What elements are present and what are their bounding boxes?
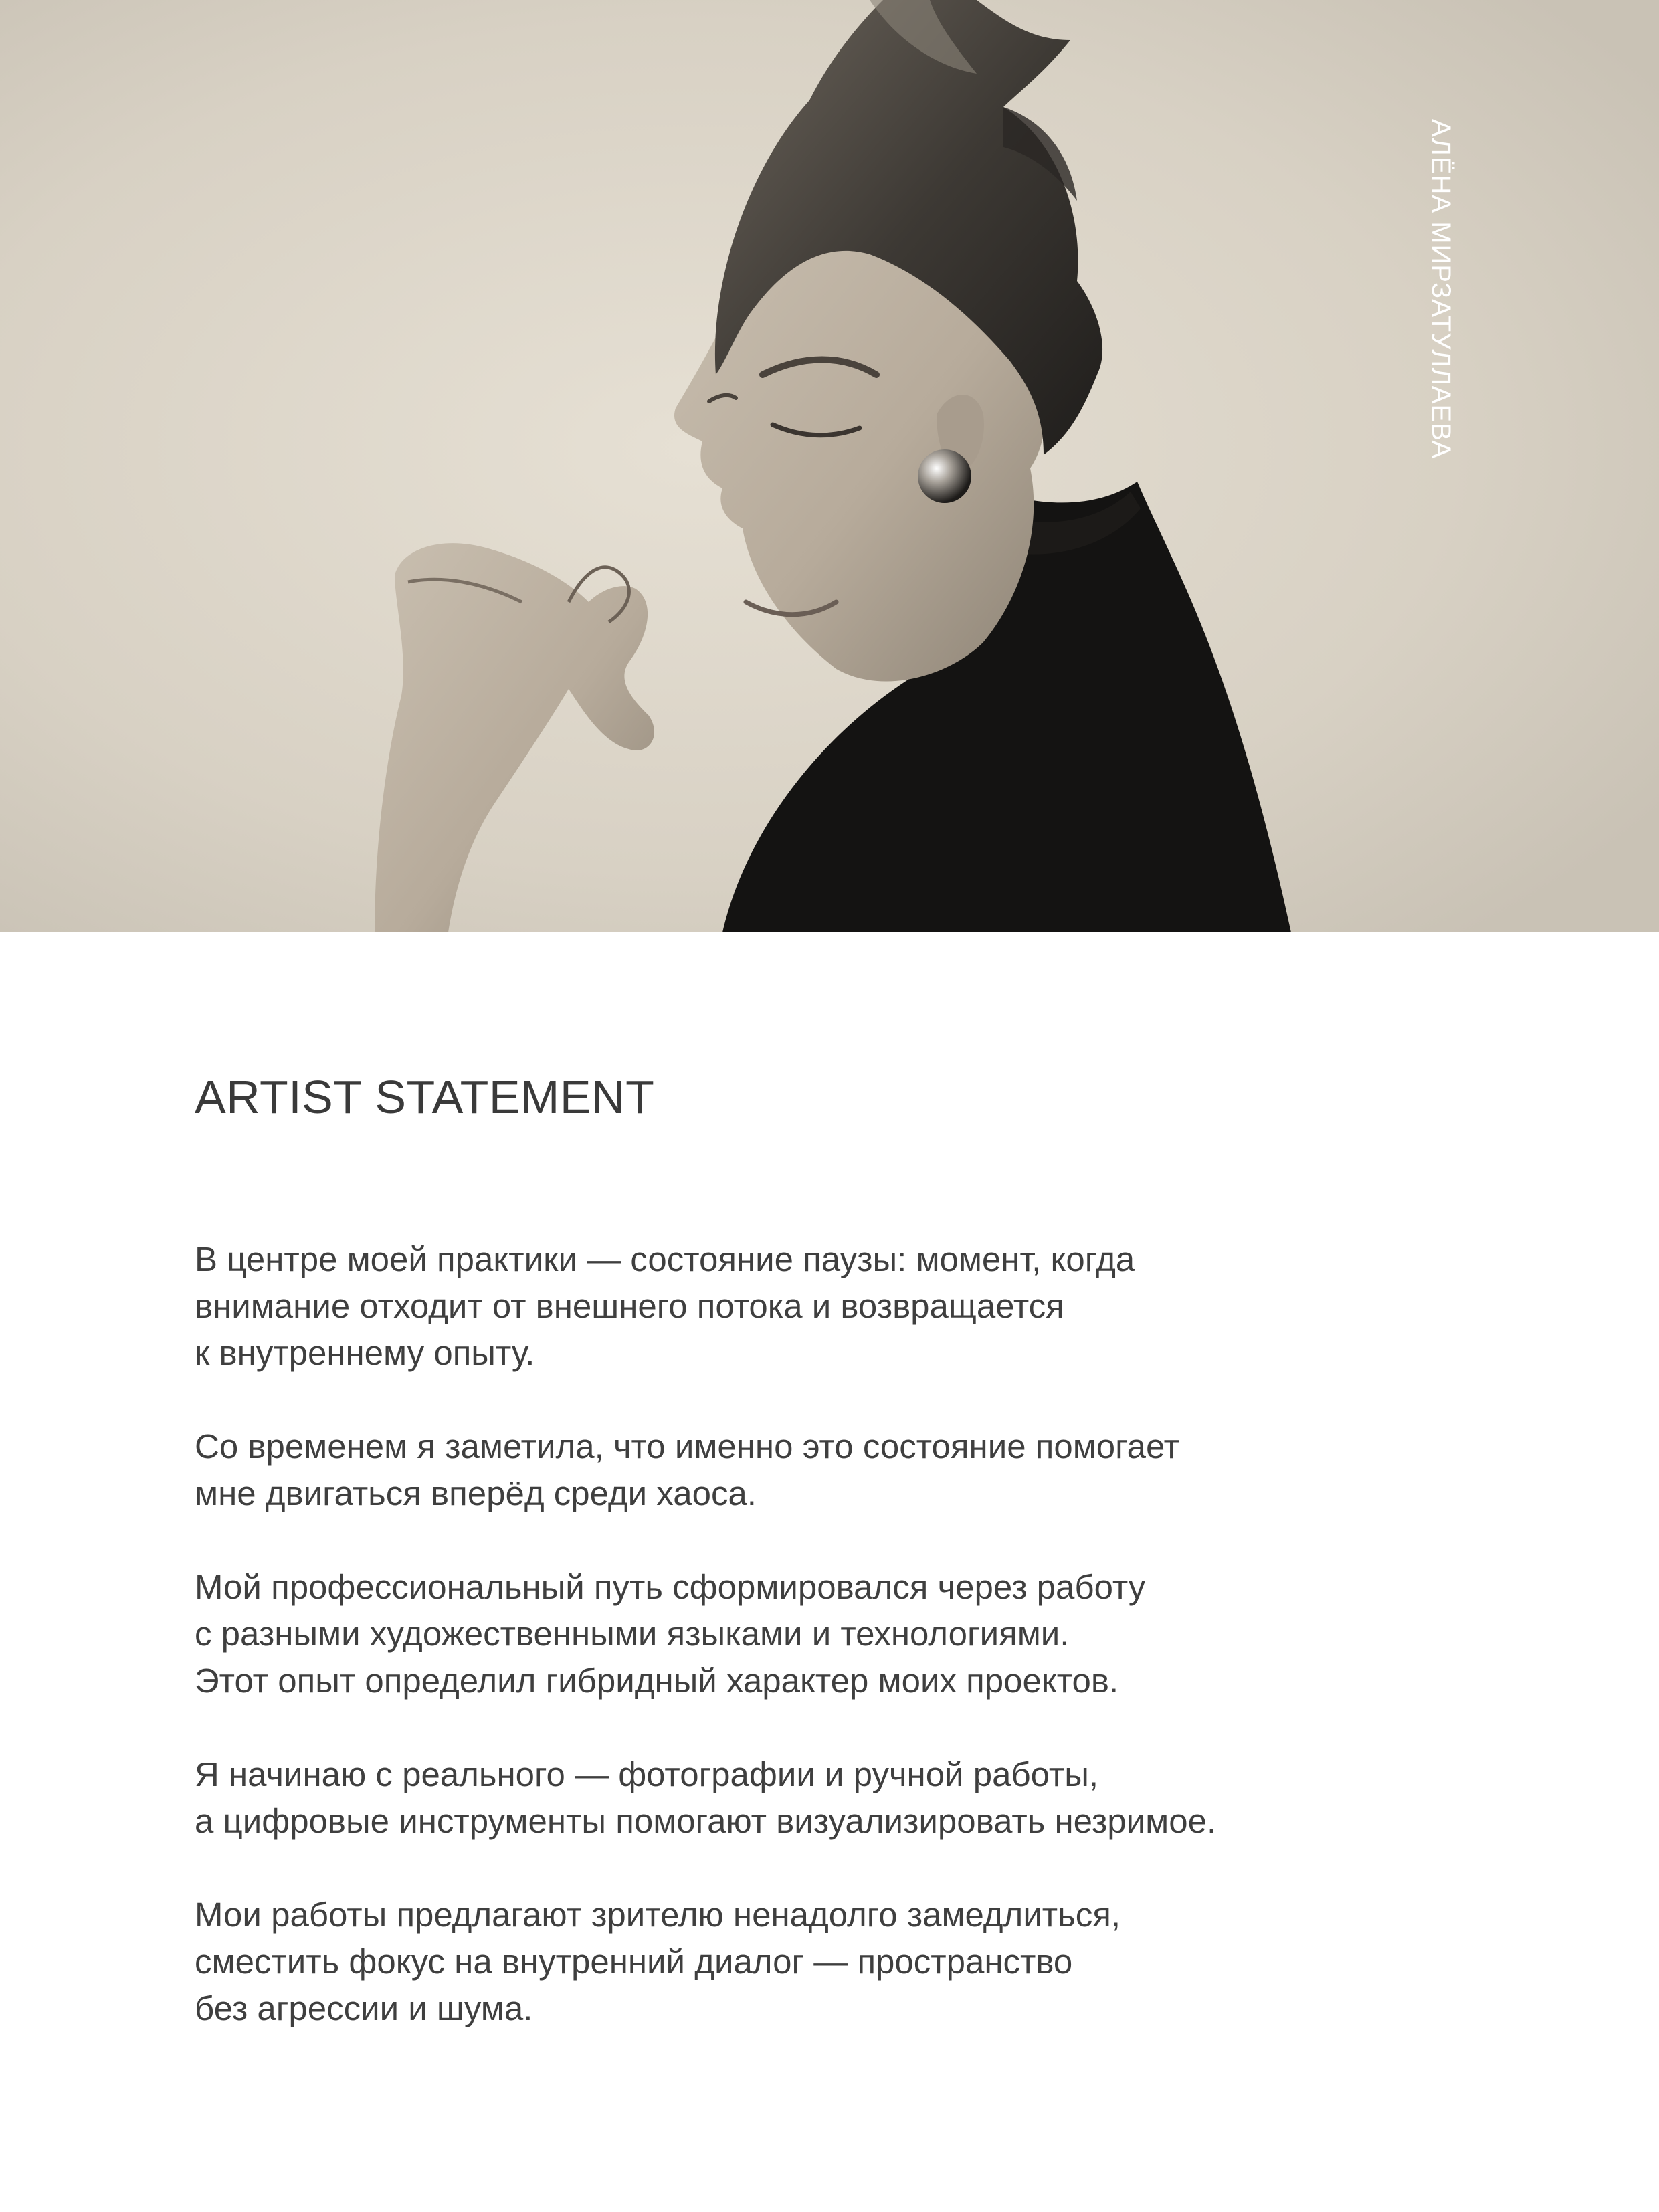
statement-paragraph-4 <box>195 1751 1533 1845</box>
statement-body <box>195 1236 1533 2032</box>
statement-paragraph-1 <box>195 1236 1533 1377</box>
artist-statement-section <box>195 1069 1533 2079</box>
text-line: Я начинаю с реального — фотографии и ручной работы, <box>195 1755 1099 1793</box>
text-line: без агрессии и шума. <box>195 1989 533 2027</box>
statement-paragraph-3 <box>195 1564 1533 1704</box>
section-title: ARTIST STATEMENT <box>195 1071 655 1123</box>
text-line: сместить фокус на внутренний диалог — пространство <box>195 1942 1073 1981</box>
text-line: Этот опыт определил гибридный характер моих проектов. <box>195 1662 1119 1700</box>
statement-paragraph-2 <box>195 1423 1533 1517</box>
text-line: к внутреннему опыту. <box>195 1334 535 1372</box>
text-line: Мои работы предлагают зрителю ненадолго замедлиться, <box>195 1896 1121 1934</box>
text-line: мне двигаться вперёд среди хаоса. <box>195 1474 757 1512</box>
portrait-photo <box>0 0 1659 932</box>
hero-photo-section <box>0 0 1659 932</box>
artist-name-vertical: АЛЁНА МИРЗАТУЛЛАЕВА <box>1426 119 1456 460</box>
statement-paragraph-5 <box>195 1892 1533 2032</box>
text-line: Мой профессиональный путь сформировался через работу <box>195 1568 1146 1606</box>
text-line: а цифровые инструменты помогают визуализировать незримое. <box>195 1802 1217 1840</box>
text-line: внимание отходит от внешнего потока и возвращается <box>195 1287 1064 1325</box>
text-line: В центре моей практики — состояние паузы: момент, когда <box>195 1240 1135 1278</box>
text-line: Со временем я заметила, что именно это состояние помогает <box>195 1427 1180 1466</box>
text-line: с разными художественными языками и технологиями. <box>195 1615 1070 1653</box>
